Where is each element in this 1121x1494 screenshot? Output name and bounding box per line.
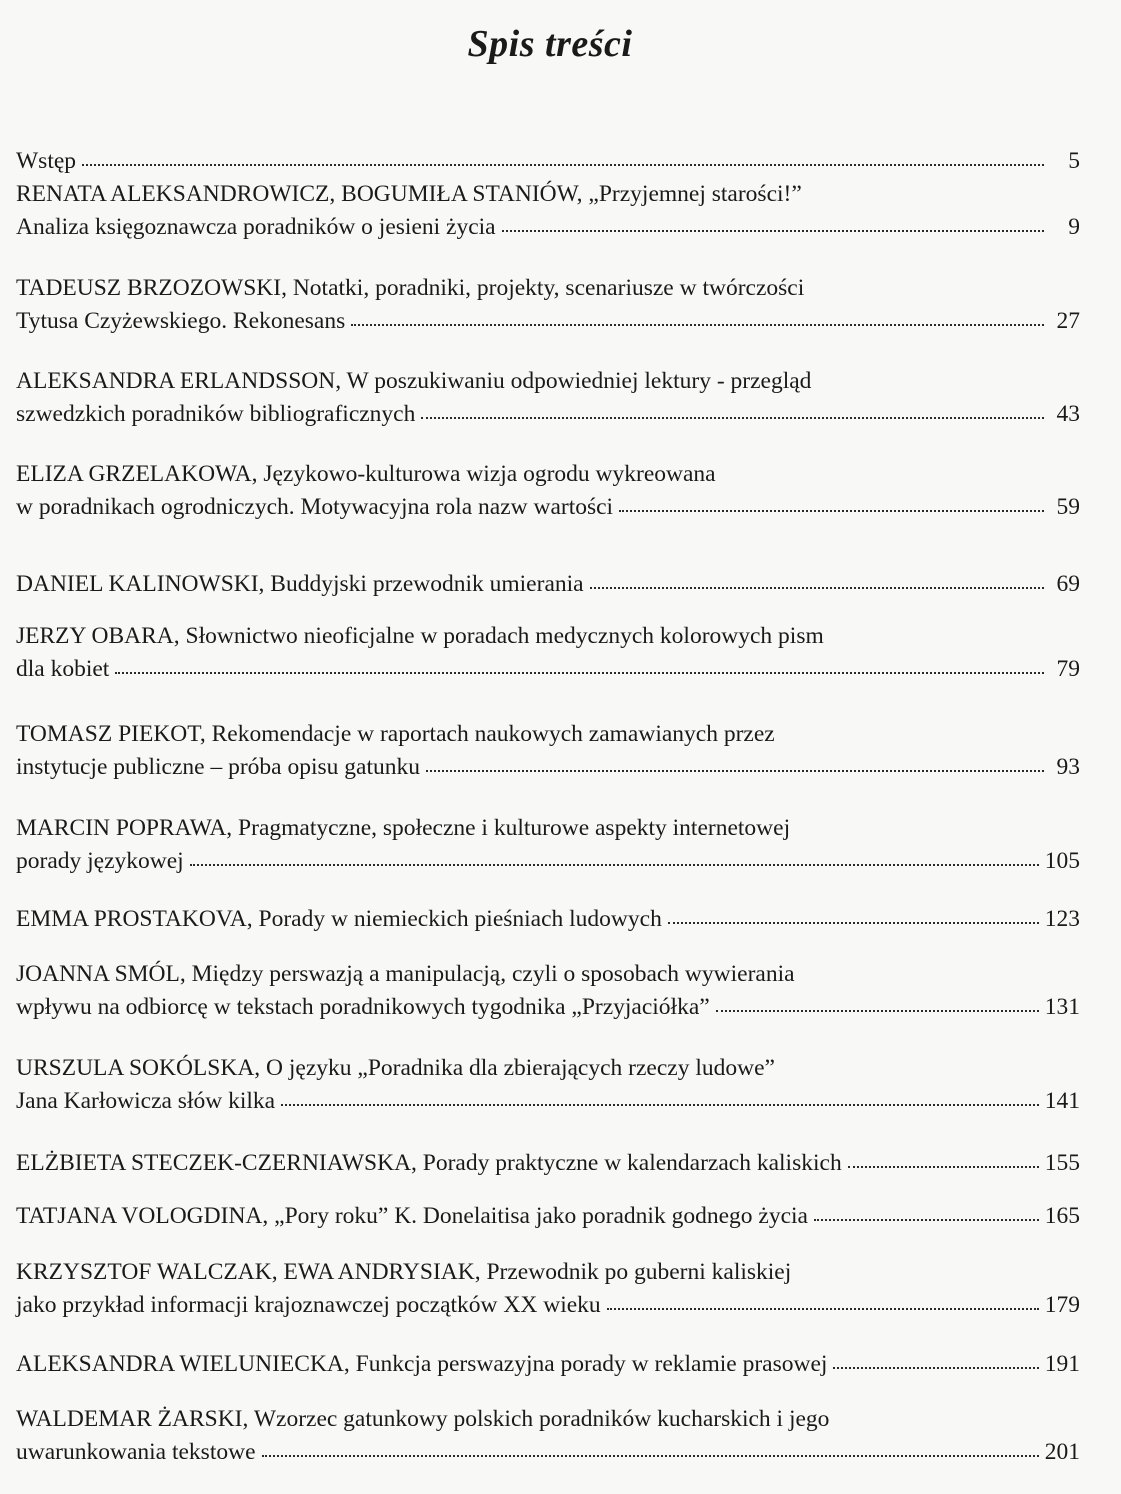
dot-leader [426, 754, 1044, 774]
toc-entry-heading: JOANNA SMÓL, Między perswazją a manipulacją, czyli o sposobach wywierania [16, 961, 795, 987]
toc-entry-line [16, 903, 1080, 936]
toc-entry-title: ELŻBIETA STECZEK-CZERNIAWSKA, Porady praktyczne w kalendarzach kaliskich [16, 1150, 842, 1176]
toc-entry-line [16, 145, 1080, 178]
page-number: 69 [1056, 571, 1080, 597]
page-number: 43 [1056, 401, 1080, 427]
toc-entry-title: szwedzkich poradników bibliograficznych [16, 401, 416, 427]
toc-entry-title: instytucje publiczne – próba opisu gatunku [16, 754, 420, 780]
toc-entry [16, 1147, 1080, 1180]
toc-entry [16, 1200, 1080, 1233]
toc-entry [16, 958, 1080, 1024]
dot-leader [281, 1088, 1039, 1108]
toc-entry-heading: KRZYSZTOF WALCZAK, EWA ANDRYSIAK, Przewodnik po guberni kaliskiej [16, 1259, 792, 1285]
toc-entry [16, 1052, 1080, 1118]
dot-leader [115, 656, 1044, 676]
toc-entry-line [16, 653, 1080, 686]
toc-entry-line [16, 398, 1080, 431]
toc-entry-title: w poradnikach ogrodniczych. Motywacyjna rola nazw wartości [16, 494, 614, 520]
toc-entry-title: Tytusa Czyżewskiego. Rekonesans [16, 308, 346, 334]
dot-leader [190, 848, 1039, 868]
toc-entry-title: jako przykład informacji krajoznawczej początków XX wieku [16, 1292, 601, 1318]
toc-entry-line [16, 1348, 1080, 1381]
toc-entry-line [16, 751, 1080, 784]
toc-entry-heading: ALEKSANDRA ERLANDSSON, W poszukiwaniu odpowiedniej lektury - przegląd [16, 368, 812, 394]
dot-leader [262, 1439, 1039, 1459]
toc-entry-line [16, 211, 1080, 244]
toc-entry-heading: WALDEMAR ŻARSKI, Wzorzec gatunkowy polskich poradników kucharskich i jego [16, 1406, 830, 1432]
dot-leader [502, 214, 1044, 234]
toc-entry-line [16, 1289, 1080, 1322]
dot-leader [814, 1203, 1039, 1223]
dot-leader [668, 906, 1039, 926]
toc-entry-heading: TADEUSZ BRZOZOWSKI, Notatki, poradniki, projekty, scenariusze w twórczości [16, 275, 805, 301]
page-number: 79 [1056, 656, 1080, 682]
dot-leader [82, 148, 1044, 168]
page-number: 201 [1044, 1439, 1080, 1465]
page-number: 27 [1056, 308, 1080, 334]
toc-entry-title: Analiza księgoznawcza poradników o jesieni życia [16, 214, 496, 240]
toc-entry-line [16, 568, 1080, 601]
toc-entry [16, 1256, 1080, 1322]
page-number: 123 [1044, 906, 1080, 932]
toc-entry [16, 1348, 1080, 1381]
toc-entry [16, 903, 1080, 936]
page-number: 165 [1044, 1203, 1080, 1229]
toc-entry-line [16, 305, 1080, 338]
toc-entry-title: ALEKSANDRA WIELUNIECKA, Funkcja perswazyjna porady w reklamie prasowej [16, 1351, 828, 1377]
toc-entry [16, 178, 1080, 244]
page-number: 141 [1044, 1088, 1080, 1114]
toc-entry [16, 272, 1080, 338]
toc-entry-title: DANIEL KALINOWSKI, Buddyjski przewodnik umierania [16, 571, 584, 597]
page-number: 191 [1044, 1351, 1080, 1377]
toc-entry-line [16, 1147, 1080, 1180]
toc-entry [16, 365, 1080, 431]
page-number: 59 [1056, 494, 1080, 520]
toc-entry [16, 718, 1080, 784]
toc-entry-line [16, 1085, 1080, 1118]
toc-entry [16, 812, 1080, 878]
toc-entry-line [16, 1200, 1080, 1233]
toc-entry-heading: JERZY OBARA, Słownictwo nieoficjalne w poradach medycznych kolorowych pism [16, 623, 824, 649]
toc-entry-title: Wstęp [16, 148, 77, 174]
toc-entry-title: dla kobiet [16, 656, 110, 682]
dot-leader [848, 1150, 1039, 1170]
toc-entry-line [16, 491, 1080, 524]
page-title: Spis treści [467, 23, 633, 65]
toc-entry [16, 1403, 1080, 1469]
toc-entry-title: EMMA PROSTAKOVA, Porady w niemieckich pieśniach ludowych [16, 906, 662, 932]
page-number: 9 [1068, 214, 1080, 240]
page-number: 155 [1044, 1150, 1080, 1176]
toc-entry-heading: URSZULA SOKÓLSKA, O języku „Poradnika dla zbierających rzeczy ludowe” [16, 1055, 775, 1081]
toc-entry [16, 145, 1080, 178]
dot-leader [716, 994, 1039, 1014]
dot-leader [619, 494, 1044, 514]
toc-entry-heading: TOMASZ PIEKOT, Rekomendacje w raportach naukowych zamawianych przez [16, 721, 775, 747]
page-number: 105 [1044, 848, 1080, 874]
toc-entry-title: porady językowej [16, 848, 184, 874]
toc-entry-heading: MARCIN POPRAWA, Pragmatyczne, społeczne i kulturowe aspekty internetowej [16, 815, 791, 841]
page-number: 131 [1044, 994, 1080, 1020]
toc-entry-line [16, 845, 1080, 878]
page-number: 179 [1044, 1292, 1080, 1318]
page-number: 93 [1056, 754, 1080, 780]
dot-leader [833, 1351, 1038, 1371]
toc-entry-heading: RENATA ALEKSANDROWICZ, BOGUMIŁA STANIÓW, „Przyjemnej starości!” [16, 181, 802, 207]
toc-entry-title: wpływu na odbiorcę w tekstach poradnikowych tygodnika „Przyjaciółka” [16, 994, 710, 1020]
toc-entry-line [16, 1436, 1080, 1469]
toc-entry [16, 568, 1080, 601]
toc-entry [16, 620, 1080, 686]
toc-entry-title: Jana Karłowicza słów kilka [16, 1088, 276, 1114]
toc-entry-heading: ELIZA GRZELAKOWA, Językowo-kulturowa wizja ogrodu wykreowana [16, 461, 716, 487]
dot-leader [607, 1292, 1039, 1312]
dot-leader [590, 571, 1044, 591]
toc-entry-title: TATJANA VOLOGDINA, „Pory roku” K. Donelaitisa jako poradnik godnego życia [16, 1203, 808, 1229]
page-number: 5 [1068, 148, 1080, 174]
toc-entry-title: uwarunkowania tekstowe [16, 1439, 256, 1465]
dot-leader [351, 308, 1044, 328]
toc-entry [16, 458, 1080, 524]
toc-entry-line [16, 991, 1080, 1024]
dot-leader [421, 401, 1044, 421]
